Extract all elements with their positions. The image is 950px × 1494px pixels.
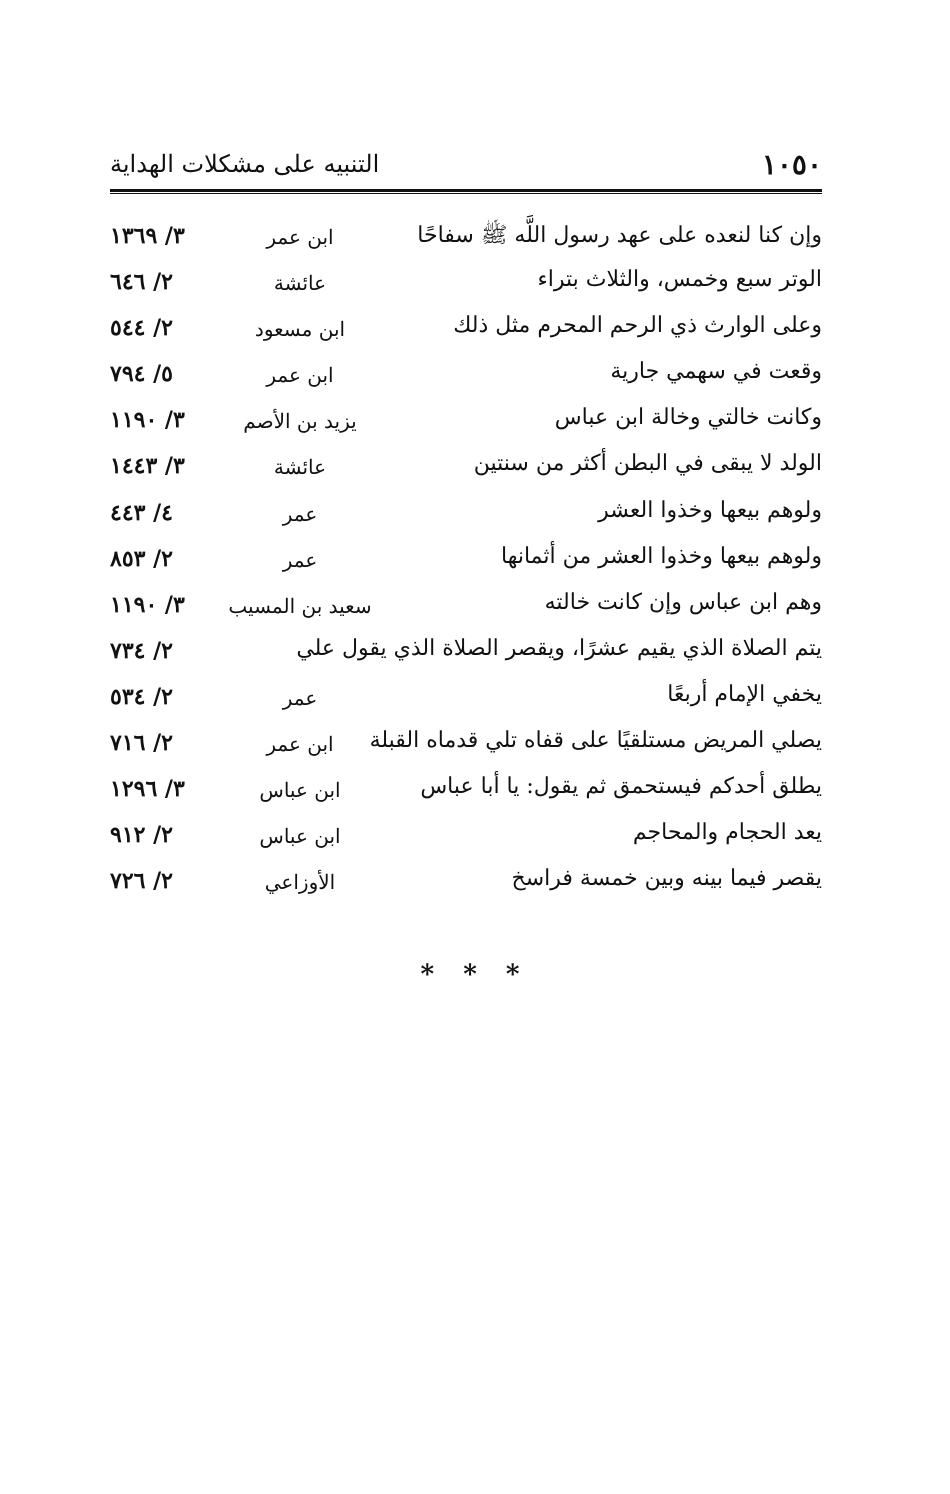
hadith-text: الوتر سبع وخمس، والثلاث بتراء [537, 267, 822, 293]
volume-page-ref: ٢/ ٩١٢ [110, 822, 173, 849]
narrator: عمر [282, 547, 318, 572]
narrator: يزيد بن الأصم [243, 409, 357, 434]
table-row [110, 353, 822, 399]
narrator: عمر [282, 501, 318, 526]
volume-page-ref: ٤/ ٤٤٣ [110, 499, 173, 526]
volume-page-ref: ٢/ ٧٣٤ [110, 637, 173, 664]
hadith-text: يخفي الإمام أربعًا [667, 681, 822, 707]
volume-page-ref: ٣/ ١٣٦٩ [110, 223, 185, 249]
narrator: ابن عمر [266, 363, 334, 388]
page-number: ١٠٥٠ [761, 148, 822, 181]
volume-page-ref: ٢/ ٧١٦ [110, 730, 173, 757]
running-title: التنبيه على مشكلات الهداية [110, 150, 380, 178]
table-row [110, 814, 822, 860]
table-row [110, 538, 822, 584]
table-row [110, 676, 822, 722]
table-row [110, 860, 822, 906]
table-row [110, 261, 822, 307]
hadith-text: يصلي المريض مستلقيًا على قفاه تلي قدماه القبلة [369, 728, 822, 754]
hadith-text: يتم الصلاة الذي يقيم عشرًا، ويقصر الصلاة الذي يقول علي [296, 635, 822, 661]
table-row [110, 399, 822, 445]
narrator: عمر [282, 685, 318, 710]
hadith-text: وقعت في سهمي جارية [610, 359, 822, 385]
table-row [110, 584, 822, 630]
narrator: عائشة [273, 271, 327, 296]
narrator: ابن عباس [259, 824, 341, 849]
table-row [110, 492, 822, 538]
table-row [110, 722, 822, 768]
narrator: ابن عمر [266, 732, 334, 757]
volume-page-ref: ٢/ ٥٤٤ [110, 315, 173, 342]
hadith-text: يقصر فيما بينه وبين خمسة فراسخ [511, 866, 822, 892]
volume-page-ref: ٥/ ٧٩٤ [110, 361, 173, 388]
narrator: ابن مسعود [254, 317, 346, 342]
header-rule [110, 189, 822, 194]
table-row [110, 307, 822, 353]
table-row [110, 445, 822, 491]
hadith-text: ولوهم بيعها وخذوا العشر [598, 497, 822, 523]
narrator: عائشة [273, 455, 327, 480]
narrator: ابن عمر [266, 225, 334, 249]
hadith-text: يطلق أحدكم فيستحمق ثم يقول: يا أبا عباس [420, 774, 822, 800]
table-row [110, 768, 822, 814]
narrator: الأوزاعي [264, 870, 336, 895]
hadith-index-table [110, 215, 822, 906]
hadith-text: وعلى الوارث ذي الرحم المحرم مثل ذلك [453, 313, 822, 339]
volume-page-ref: ٢/ ٥٣٤ [110, 683, 173, 710]
table-row [110, 215, 822, 261]
page-header [110, 148, 822, 188]
volume-page-ref: ٢/ ٦٤٦ [110, 269, 173, 296]
hadith-text: وإن كنا لنعده على عهد رسول اللَّه ﷺ سفاحًا [417, 223, 822, 248]
hadith-text: ولوهم بيعها وخذوا العشر من أثمانها [501, 543, 822, 569]
volume-page-ref: ٣/ ١٢٩٦ [110, 776, 185, 803]
volume-page-ref: ٢/ ٧٢٦ [110, 868, 173, 895]
narrator: سعيد بن المسيب [228, 593, 372, 618]
hadith-text: وهم ابن عباس وإن كانت خالته [544, 589, 822, 615]
volume-page-ref: ٣/ ١٤٤٣ [110, 453, 185, 480]
volume-page-ref: ٣/ ١١٩٠ [110, 407, 185, 434]
hadith-text: الولد لا يبقى في البطن أكثر من سنتين [473, 451, 822, 477]
volume-page-ref: ٢/ ٨٥٣ [110, 545, 173, 572]
hadith-text: وكانت خالتي وخالة ابن عباس [554, 405, 822, 431]
narrator: ابن عباس [259, 778, 341, 803]
section-end-mark: * * * [420, 960, 530, 990]
hadith-text: يعد الحجام والمحاجم [632, 820, 822, 846]
volume-page-ref: ٣/ ١١٩٠ [110, 591, 185, 618]
table-row [110, 630, 822, 676]
